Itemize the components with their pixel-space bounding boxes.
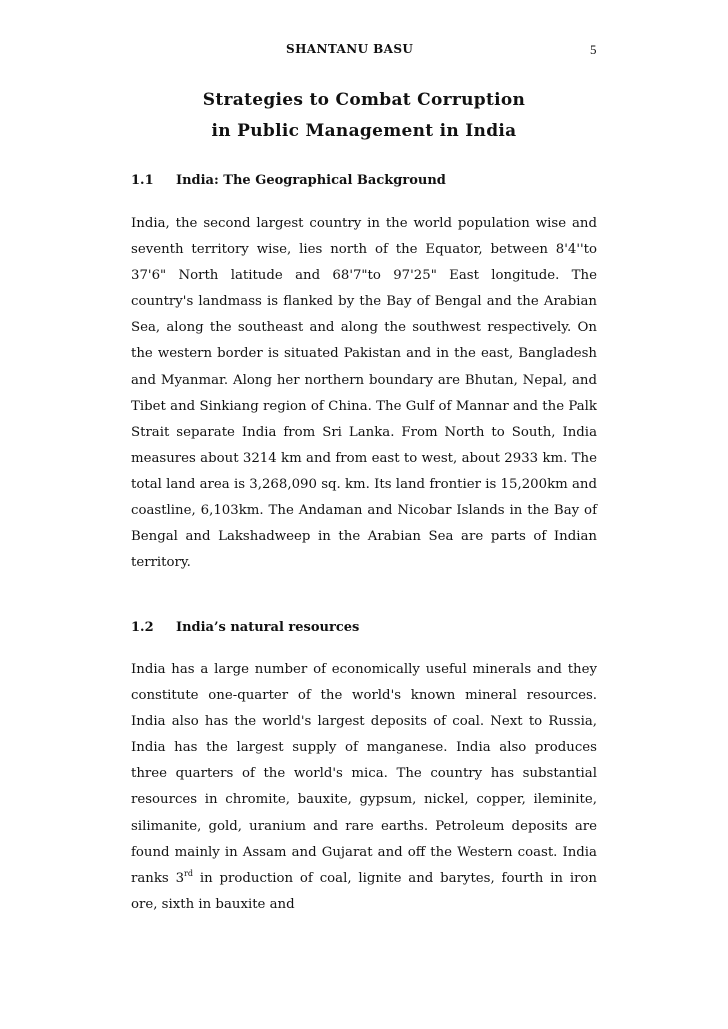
section-paragraph-1-2 [131, 657, 597, 918]
section-title: India: The Geographical Background [176, 173, 446, 188]
ordinal-superscript: rd [184, 868, 193, 878]
paper-title-line-1: Strategies to Combat Corruption [202, 90, 526, 110]
running-head: SHANTANU BASU [286, 42, 414, 56]
section-paragraph-1-1: India, the second largest country in the world population wise and seventh territory wise, lies north of the Equator, between 8'4''to 37'6" North latitude and 68'7"to 97'25" East longitude. The country's landmass is flanked by the Bay of Bengal and the Arabian Sea, along the southeast and along the southwest respectively. On the western border is situated Pakistan and in the east, Bangladesh and Myanmar. Along her northern boundary are Bhutan, Nepal, and Tibet and Sinkiang region of China. The Gulf of Mannar and the Palk Strait separate India from Sri Lanka. From North to South, India measures about 3214 km and from east to west, about 2933 km. The total land area is 3,268,090 sq. km. Its land frontier is 15,200km and coastline, 6,103km. The Andaman and Nicobar Islands in the Bay of Bengal and Lakshadweep in the Arabian Sea are parts of Indian territory. [131, 216, 597, 571]
section-number: 1.2 [131, 620, 154, 635]
section-number: 1.1 [131, 173, 154, 188]
paragraph-text: India has a large number of economically useful minerals and they constitute one-quarter of the world's known mineral resources. India also has the world's largest deposits of coal. Next to Russia, India has the largest supply of manganese. India also produces three quarters of the world's mica. The country has substantial resources in chromite, bauxite, gypsum, nickel, copper, ileminite, silimanite, gold, uranium and rare earths. Petroleum deposits are found mainly in Assam and Gujarat and off the Western coast. India ranks 3 [131, 662, 597, 886]
section-heading-1-2 [131, 620, 359, 635]
paper-title-line-2: in Public Management in India [211, 121, 517, 141]
paragraph-text-continued: in production of coal, lignite and barytes, fourth in iron ore, sixth in bauxite and [131, 870, 597, 912]
section-heading-1-1 [131, 173, 446, 188]
section-title: India’s natural resources [176, 620, 360, 635]
page-number: 5 [590, 42, 597, 57]
